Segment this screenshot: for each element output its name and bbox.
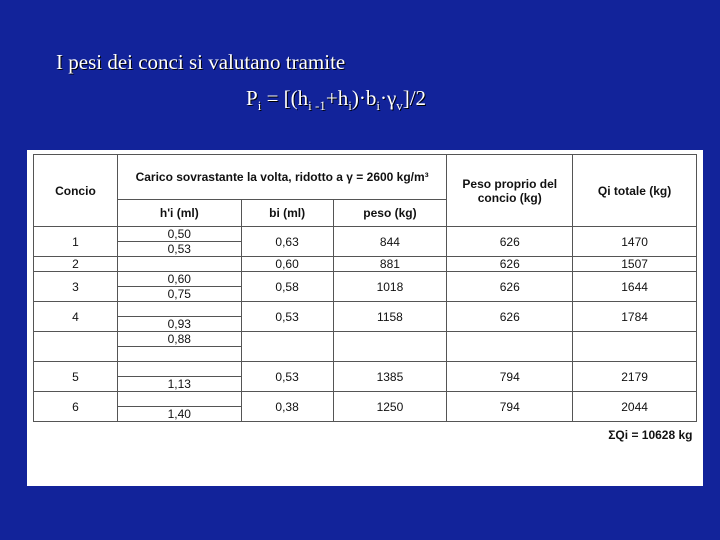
cell-h	[117, 347, 241, 362]
data-table-panel	[27, 150, 703, 486]
cell-b: 0,53	[241, 302, 333, 332]
cell-qi: 2179	[573, 362, 697, 392]
cell-concio: 1	[34, 227, 118, 257]
cell-h: 0,53	[117, 242, 241, 257]
cell-qi: 1644	[573, 272, 697, 302]
cell-qi: 1470	[573, 227, 697, 257]
header-qi: Qi totale (kg)	[573, 155, 697, 227]
cell-qi: 1507	[573, 257, 697, 272]
cell-peso: 1018	[333, 272, 447, 302]
cell-concio: 3	[34, 272, 118, 302]
cell-b: 0,63	[241, 227, 333, 257]
cell-peso: 1158	[333, 302, 447, 332]
cell-qi: 1784	[573, 302, 697, 332]
cell-b	[241, 332, 333, 362]
cell-qi	[573, 332, 697, 362]
header-peso-proprio: Peso proprio del concio (kg)	[447, 155, 573, 227]
formula: $P_i = [(h_{i -1}+h_i)\cdot b_i\cdot\gamma_v]/2$	[246, 86, 427, 114]
data-table	[33, 154, 697, 448]
cell-h: 1,13	[117, 377, 241, 392]
cell-b: 0,60	[241, 257, 333, 272]
cell-proprio: 626	[447, 272, 573, 302]
cell-proprio: 794	[447, 362, 573, 392]
header-carico: Carico sovrastante la volta, ridotto a γ = 2600 kg/m³	[117, 155, 446, 200]
cell-h: 0,75	[117, 287, 241, 302]
cell-peso	[333, 332, 447, 362]
cell-h: 0,93	[117, 317, 241, 332]
cell-h	[117, 392, 241, 407]
cell-concio: 5	[34, 362, 118, 392]
cell-h: 0,88	[117, 332, 241, 347]
cell-qi: 2044	[573, 392, 697, 422]
cell-b: 0,38	[241, 392, 333, 422]
cell-h: 0,60	[117, 272, 241, 287]
header-concio: Concio	[34, 155, 118, 227]
cell-concio: 4	[34, 302, 118, 332]
cell-concio	[34, 332, 118, 362]
cell-peso: 1250	[333, 392, 447, 422]
cell-b: 0,58	[241, 272, 333, 302]
cell-proprio: 626	[447, 227, 573, 257]
cell-proprio	[447, 332, 573, 362]
cell-h: 0,50	[117, 227, 241, 242]
header-peso: peso (kg)	[333, 200, 447, 227]
header-h: h'i (ml)	[117, 200, 241, 227]
cell-h	[117, 257, 241, 272]
cell-peso: 881	[333, 257, 447, 272]
cell-h	[117, 302, 241, 317]
footer-spacer	[34, 422, 573, 449]
cell-proprio: 794	[447, 392, 573, 422]
intro-text: I pesi dei conci si valutano tramite	[56, 50, 346, 74]
cell-peso: 844	[333, 227, 447, 257]
header-b: bi (ml)	[241, 200, 333, 227]
total-qi: ΣQi = 10628 kg	[608, 428, 693, 442]
cell-proprio: 626	[447, 257, 573, 272]
cell-peso: 1385	[333, 362, 447, 392]
cell-proprio: 626	[447, 302, 573, 332]
cell-h: 1,40	[117, 407, 241, 422]
cell-concio: 6	[34, 392, 118, 422]
cell-b: 0,53	[241, 362, 333, 392]
cell-concio: 2	[34, 257, 118, 272]
cell-h	[117, 362, 241, 377]
